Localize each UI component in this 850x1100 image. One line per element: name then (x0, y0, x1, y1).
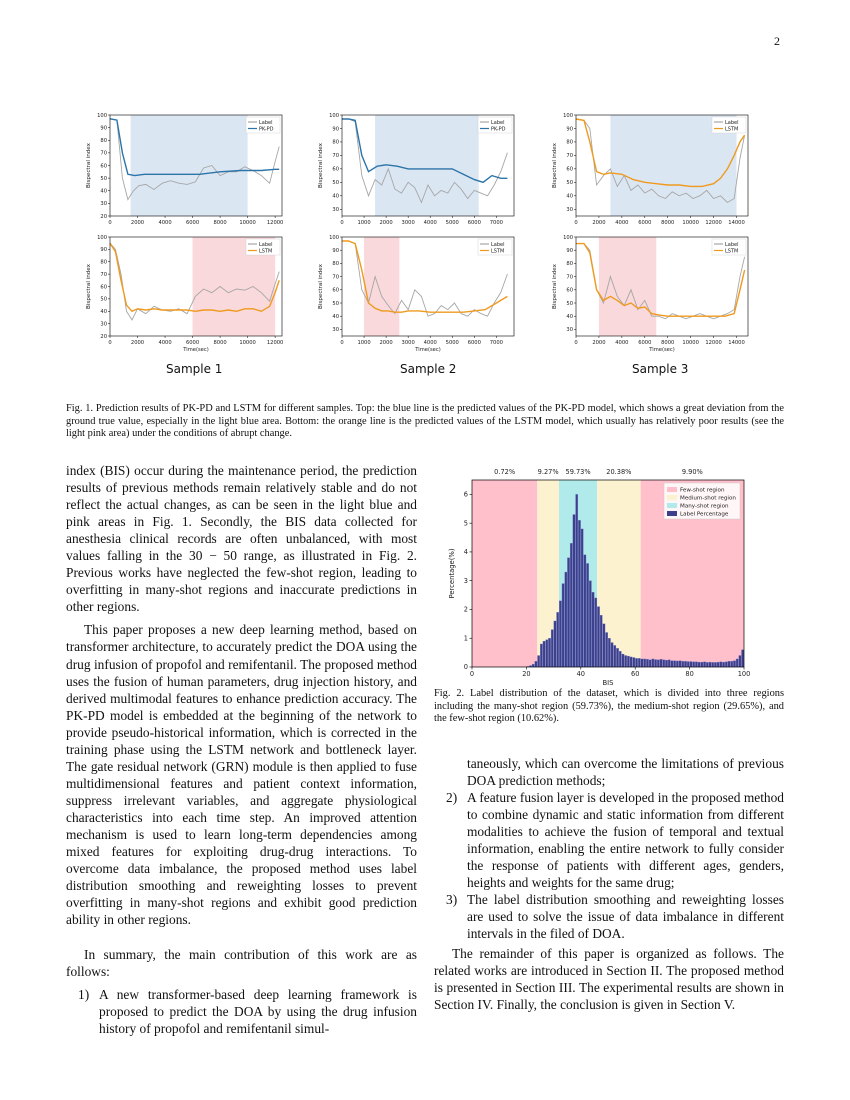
y-tick-label: 20 (100, 333, 107, 340)
contribution-item-1-text: A new transformer-based deep learning framework is proposed to predict the DOA by using the drug infusion history of propofol and remifentanil simul- (99, 987, 417, 1037)
histogram-bar (641, 659, 643, 667)
histogram-bar (627, 656, 629, 667)
x-tick-label: 3000 (401, 340, 415, 346)
histogram-bar (557, 612, 559, 667)
x-tick-label: 10000 (682, 220, 699, 226)
fig2-histogram-svg (436, 460, 756, 686)
y-tick-label: 30 (566, 327, 573, 334)
contribution-item-1-number: 1) (78, 987, 90, 1003)
histogram-bar (725, 662, 727, 667)
histogram-bar (589, 581, 591, 667)
histogram-bar (712, 662, 714, 667)
x-tick-label: 5000 (445, 220, 459, 226)
y-axis-label: Bispectral index (86, 264, 92, 309)
histogram-bar (646, 659, 648, 667)
histogram-bar (698, 662, 700, 667)
x-tick-label: 2000 (592, 340, 606, 346)
fig1-bottom-sample3-svg (546, 230, 754, 360)
y-tick-label: 60 (566, 287, 573, 294)
y-tick-label: 40 (100, 309, 107, 316)
x-tick-label: 0 (574, 220, 578, 226)
histogram-bar (630, 657, 632, 667)
histogram-bar (717, 662, 719, 667)
histogram-bar (611, 643, 613, 667)
y-tick-label: 5 (463, 519, 468, 528)
y-tick-label: 40 (332, 193, 339, 200)
histogram-bar (551, 630, 553, 667)
region-few (472, 480, 537, 667)
histogram-bar (736, 659, 738, 667)
legend-label: Label (491, 119, 505, 126)
y-tick-label: 60 (332, 166, 339, 173)
histogram-bar (728, 661, 730, 667)
fig1-sample2-label: Sample 2 (400, 362, 457, 376)
y-tick-label: 50 (100, 296, 107, 303)
contribution-item-1-continued-text: taneously, which can overcome the limitations of previous DOA prediction methods; (467, 756, 784, 789)
legend-swatch (667, 487, 677, 492)
x-tick-label: 6000 (638, 340, 652, 346)
x-tick-label: 8000 (213, 220, 227, 226)
x-tick-label: 10000 (239, 220, 256, 226)
x-axis-label: BIS (602, 679, 614, 686)
x-tick-label: 8000 (213, 340, 227, 346)
highlight-region (131, 115, 248, 216)
x-tick-label: 2000 (130, 220, 145, 226)
legend-label: PK-PD (491, 126, 506, 133)
histogram-bar (537, 655, 539, 667)
histogram-bar (687, 662, 689, 667)
histogram-bar (731, 661, 733, 667)
y-tick-label: 60 (332, 287, 339, 294)
y-tick-label: 50 (100, 175, 107, 182)
x-tick-label: 6000 (185, 220, 200, 226)
legend-label: Few-shot region (680, 487, 725, 494)
histogram-bar (668, 660, 670, 667)
histogram-bar (619, 651, 621, 667)
contribution-item-2-text: A feature fusion layer is developed in the proposed method to combine dynamic and static information from different modalities to achieve the fusion of temporal and textual information, enabling the entire network to fully consider the response of patients with different ages, genders, heights and weights for the same drug; (467, 790, 784, 891)
histogram-bar (614, 645, 616, 667)
y-axis-label: Bispectral index (552, 264, 558, 309)
y-tick-label: 100 (563, 234, 573, 241)
histogram-bar (739, 655, 741, 667)
fig1-bottom-sample2-svg (312, 230, 520, 360)
y-tick-label: 100 (329, 234, 339, 241)
contribution-item-3-text: The label distribution smoothing and reweighting losses are used to solve the issue of data imbalance in different intervals in the filed of DOA. (467, 892, 784, 942)
histogram-bar (649, 660, 651, 667)
histogram-bar (548, 638, 550, 667)
histogram-bar (570, 543, 572, 667)
region-percentage-label: 20.38% (606, 468, 632, 476)
histogram-bar (722, 662, 724, 667)
x-tick-label: 10000 (239, 340, 256, 346)
contribution-item-2-number: 2) (446, 790, 458, 806)
x-tick-label: 10000 (682, 340, 699, 346)
x-tick-label: 14000 (728, 220, 745, 226)
contribution-item-3-number: 3) (446, 892, 458, 908)
y-tick-label: 80 (566, 261, 573, 268)
x-tick-label: 0 (108, 340, 112, 346)
fig1-top-sample2-svg (312, 108, 520, 230)
x-tick-label: 60 (631, 670, 640, 678)
histogram-bar (573, 515, 575, 667)
x-tick-label: 6000 (185, 340, 200, 346)
y-tick-label: 70 (566, 274, 573, 281)
x-tick-label: 12000 (266, 340, 284, 346)
y-tick-label: 2 (463, 605, 468, 614)
y-tick-label: 6 (463, 490, 468, 499)
fig2-caption: Fig. 2. Label distribution of the dataset, which is divided into three regions including the many-shot region (59.73%), the medium-shot region (29.65%), and the few-shot region (10.62%). (434, 688, 784, 725)
y-tick-label: 40 (566, 314, 573, 320)
x-tick-label: 40 (576, 670, 585, 678)
intro-paragraph-1: index (BIS) occur during the maintenance period, the prediction results of previous methods remain relatively stable and do not reflect the actual changes, as can be seen in the light blue and pink areas in Fig. 1. Secondly, the BIS data collected for anesthesia clinical records are often unbalanced, with most values falling in the 30 − 50 range, as illustrated in Fig. 2. Previous works have neglected the few-shot region, leading to overfitting in many-shot regions and inaccurate predictions in other regions. (66, 463, 417, 615)
region-percentage-label: 9.27% (537, 468, 559, 476)
y-tick-label: 30 (332, 327, 339, 334)
y-tick-label: 50 (332, 180, 339, 187)
y-axis-label: Bispectral index (318, 143, 324, 188)
y-tick-label: 50 (566, 180, 573, 187)
y-tick-label: 90 (332, 126, 339, 133)
legend-label: Label Percentage (680, 511, 729, 518)
fig1-top-sample1-svg (80, 108, 288, 230)
histogram-bar (586, 563, 588, 667)
region-percentage-label: 0.72% (494, 468, 516, 476)
histogram-bar (652, 659, 654, 667)
highlight-region (364, 237, 399, 336)
histogram-bar (543, 641, 545, 667)
histogram-bar (616, 648, 618, 667)
histogram-bar (682, 661, 684, 667)
histogram-bar (741, 650, 743, 667)
y-tick-label: 40 (566, 193, 573, 200)
y-axis-label: Bispectral index (86, 143, 92, 188)
legend-swatch (667, 495, 677, 500)
legend-label: PK-PD (259, 126, 274, 133)
histogram-bar (600, 615, 602, 667)
histogram-bar (673, 661, 675, 667)
histogram-bar (625, 655, 627, 667)
x-axis-label: Time(sec) (183, 347, 209, 353)
y-tick-label: 100 (97, 234, 107, 241)
y-tick-label: 70 (100, 271, 107, 278)
x-tick-label: 2000 (130, 340, 145, 346)
x-tick-label: 0 (340, 220, 344, 226)
x-tick-label: 0 (469, 670, 475, 678)
x-tick-label: 4000 (615, 340, 629, 346)
x-tick-label: 4000 (423, 220, 437, 226)
histogram-bar (584, 555, 586, 667)
y-axis-label: Percentage(%) (448, 548, 456, 599)
contribution-item-2 (434, 789, 784, 891)
histogram-bar (578, 520, 580, 667)
x-tick-label: 5000 (445, 340, 459, 346)
x-tick-label: 8000 (661, 220, 675, 226)
x-tick-label: 1000 (357, 340, 371, 346)
fig1-caption: Fig. 1. Prediction results of PK-PD and LSTM for different samples. Top: the blue line is the predicted values of the PK-PD model, which shows a great deviation from the ground true value, especially in the light blue area. Bottom: the orange line is the predicted values of the LSTM model, which usually has relatively poor results (see the light pink area) under the conditions of abrupt change. (66, 403, 784, 440)
x-tick-label: 7000 (489, 340, 503, 346)
fig1-top-sample3-svg (546, 108, 754, 230)
histogram-bar (706, 662, 708, 667)
intro-paragraph-3: In summary, the main contribution of this work are as follows: (66, 947, 417, 980)
y-tick-label: 30 (566, 207, 573, 214)
histogram-bar (635, 658, 637, 667)
x-tick-label: 2000 (592, 220, 606, 226)
x-tick-label: 4000 (423, 340, 437, 346)
y-tick-label: 60 (566, 166, 573, 173)
histogram-bar (665, 660, 667, 667)
y-tick-label: 60 (100, 284, 107, 291)
contribution-item-3 (434, 891, 784, 942)
histogram-bar (733, 661, 735, 667)
y-tick-label: 70 (332, 274, 339, 281)
y-tick-label: 90 (332, 248, 339, 254)
x-tick-label: 0 (574, 340, 578, 346)
histogram-bar (576, 494, 578, 667)
x-tick-label: 100 (737, 670, 751, 678)
contribution-item-1-continued (434, 755, 784, 789)
histogram-bar (605, 632, 607, 667)
legend-label: Label (491, 241, 505, 248)
histogram-bar (695, 662, 697, 667)
legend-label: LSTM (725, 248, 739, 255)
x-tick-label: 0 (108, 220, 112, 226)
histogram-bar (622, 654, 624, 667)
intro-paragraph-2: This paper proposes a new deep learning method, based on transformer architecture, to accurately predict the DOA using the drug infusion of propofol and remifentanil. The proposed method uses the fusion of human parameters, drug injection history, and derived multimodal features to enhance prediction accuracy. The PK-PD model is embedded at the beginning of the network to provide pseudo-historical information, which is corrected in the training phase using the LSTM network and bottleneck layer. The gate residual network (GRN) module is then applied to fuse multidimensional features and patient context information, suppress irrelevant variables, and aggregate physiological characteristics into each time step. An improved attention mechanism is used to learn long-term dependencies among mixed features for exploiting drug-drug interactions. To overcome data imbalance, the proposed method uses label distribution smoothing and reweighting losses to prevent overfitting in many-shot regions and exhibit good prediction ability in other regions. (66, 622, 417, 928)
region-percentage-label: 9.90% (681, 468, 703, 476)
histogram-bar (701, 662, 703, 667)
legend-swatch (667, 511, 677, 516)
fig2-chart (436, 460, 756, 686)
x-tick-label: 6000 (467, 220, 481, 226)
x-tick-label: 20 (522, 670, 531, 678)
y-tick-label: 100 (97, 112, 107, 119)
fig1-chart-bottom-sample3 (546, 230, 754, 360)
y-tick-label: 80 (332, 261, 339, 268)
histogram-bar (684, 661, 686, 667)
y-tick-label: 100 (563, 112, 573, 119)
x-axis-label: Time(sec) (649, 347, 675, 353)
legend-label: Label (725, 241, 739, 248)
region-percentage-label: 59.73% (565, 468, 591, 476)
y-tick-label: 4 (463, 548, 468, 557)
histogram-bar (554, 621, 556, 667)
y-tick-label: 90 (100, 247, 107, 254)
x-tick-label: 4000 (158, 220, 172, 226)
x-tick-label: 1000 (357, 220, 371, 226)
legend-label: LSTM (491, 248, 505, 255)
right-column (434, 755, 784, 1013)
histogram-bar (581, 529, 583, 667)
y-tick-label: 90 (566, 126, 573, 133)
histogram-bar (559, 601, 561, 667)
x-tick-label: 4000 (158, 340, 172, 346)
legend-label: LSTM (725, 126, 739, 133)
histogram-bar (603, 624, 605, 667)
y-tick-label: 80 (100, 138, 107, 145)
histogram-bar (679, 661, 681, 667)
legend-swatch (667, 503, 677, 508)
y-tick-label: 80 (566, 139, 573, 146)
x-tick-label: 12000 (705, 340, 722, 346)
x-tick-label: 12000 (705, 220, 722, 226)
histogram-bar (671, 661, 673, 667)
histogram-bar (660, 659, 662, 667)
legend-label: Medium-shot region (680, 495, 736, 502)
histogram-bar (638, 658, 640, 667)
y-tick-label: 40 (332, 314, 339, 320)
histogram-bar (597, 607, 599, 667)
x-tick-label: 0 (340, 340, 344, 346)
y-tick-label: 70 (332, 153, 339, 160)
legend-label: Label (725, 119, 739, 126)
histogram-bar (608, 638, 610, 667)
fig1-chart-top-sample1 (80, 108, 288, 230)
x-tick-label: 4000 (615, 220, 629, 226)
y-tick-label: 60 (100, 163, 107, 170)
y-tick-label: 30 (332, 207, 339, 214)
y-tick-label: 70 (566, 153, 573, 160)
y-tick-label: 0 (463, 663, 468, 672)
x-tick-label: 2000 (379, 340, 393, 346)
x-tick-label: 12000 (266, 220, 284, 226)
fig1-chart-top-sample2 (312, 108, 520, 230)
y-tick-label: 50 (332, 300, 339, 307)
histogram-bar (633, 658, 635, 667)
histogram-bar (546, 640, 548, 667)
histogram-bar (657, 660, 659, 667)
y-tick-label: 100 (329, 112, 339, 119)
y-tick-label: 80 (100, 259, 107, 266)
left-column (66, 462, 417, 1038)
x-tick-label: 7000 (489, 220, 503, 226)
histogram-bar (540, 644, 542, 667)
y-tick-label: 30 (100, 201, 107, 208)
y-tick-label: 50 (566, 300, 573, 307)
x-tick-label: 80 (685, 670, 694, 678)
y-axis-label: Bispectral index (318, 264, 324, 309)
histogram-bar (644, 659, 646, 667)
x-tick-label: 6000 (467, 340, 481, 346)
histogram-bar (535, 661, 537, 667)
y-tick-label: 80 (332, 139, 339, 146)
y-tick-label: 1 (463, 634, 468, 643)
histogram-bar (595, 598, 597, 667)
histogram-bar (654, 660, 656, 667)
fig1-chart-bottom-sample1 (80, 230, 288, 360)
histogram-bar (562, 584, 564, 667)
legend-label: Many-shot region (680, 503, 729, 510)
y-tick-label: 30 (100, 321, 107, 328)
x-tick-label: 6000 (638, 220, 652, 226)
fig1-sample1-label: Sample 1 (166, 362, 223, 376)
histogram-bar (703, 662, 705, 667)
histogram-bar (567, 558, 569, 667)
histogram-bar (690, 662, 692, 667)
histogram-bar (663, 660, 665, 667)
y-tick-label: 3 (463, 576, 468, 585)
legend-label: LSTM (259, 248, 273, 255)
x-tick-label: 3000 (401, 220, 415, 226)
fig1-chart-top-sample3 (546, 108, 754, 230)
legend-label: Label (259, 241, 273, 248)
page-number: 2 (774, 34, 780, 48)
x-axis-label: Time(sec) (415, 347, 441, 353)
x-tick-label: 8000 (661, 340, 675, 346)
y-tick-label: 90 (100, 125, 107, 132)
histogram-bar (676, 661, 678, 667)
y-tick-label: 90 (566, 248, 573, 254)
histogram-bar (693, 662, 695, 667)
y-tick-label: 70 (100, 150, 107, 157)
fig1-sample3-label: Sample 3 (632, 362, 689, 376)
histogram-bar (532, 664, 534, 667)
y-tick-label: 40 (100, 188, 107, 195)
histogram-bar (709, 662, 711, 667)
histogram-bar (720, 662, 722, 667)
y-axis-label: Bispectral index (552, 143, 558, 188)
outline-paragraph: The remainder of this paper is organized as follows. The related works are introduced in Section II. The proposed method is presented in Section III. The experimental results are shown in Section IV. Finally, the conclusion is given in Section V. (434, 945, 784, 1012)
x-tick-label: 14000 (728, 340, 745, 346)
fig1-chart-bottom-sample2 (312, 230, 520, 360)
histogram-bar (714, 662, 716, 667)
y-tick-label: 20 (100, 213, 107, 220)
fig1-bottom-sample1-svg (80, 230, 288, 360)
histogram-bar (592, 592, 594, 667)
contribution-item-1 (66, 986, 417, 1037)
x-tick-label: 2000 (379, 220, 393, 226)
legend-label: Label (259, 119, 273, 126)
histogram-bar (565, 572, 567, 667)
